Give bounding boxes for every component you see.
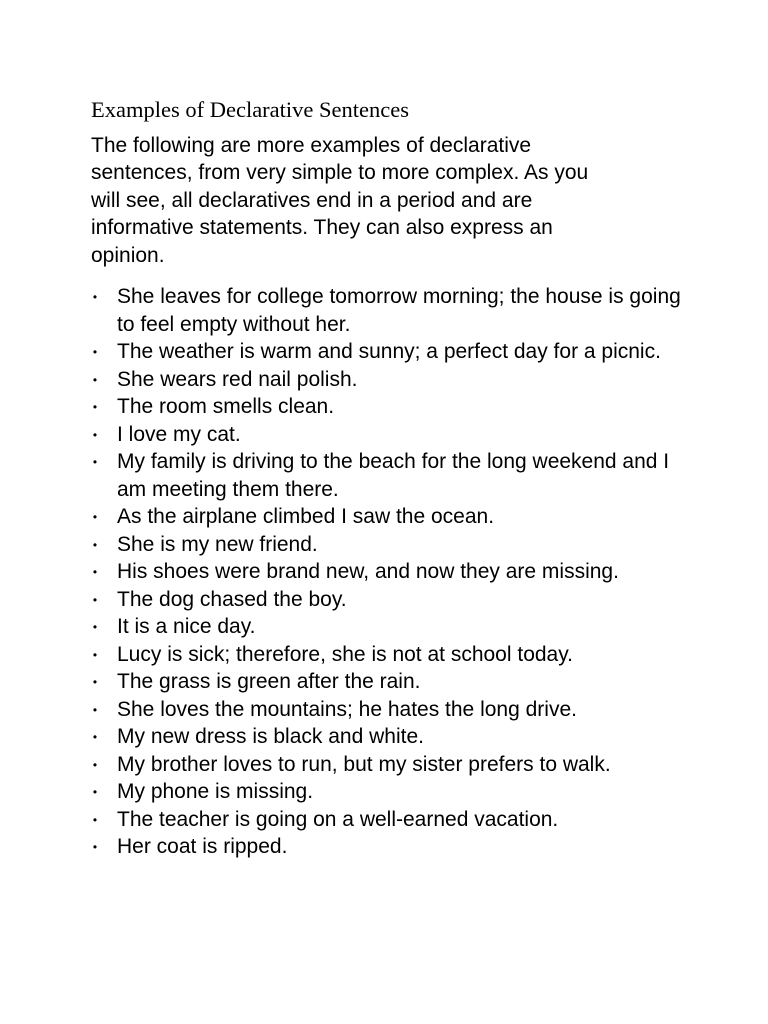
list-item (91, 778, 687, 806)
bullet-icon: • (92, 427, 98, 442)
bullet-icon: • (92, 620, 98, 635)
list-item-text: My phone is missing. (117, 780, 314, 804)
bullet-icon: • (92, 345, 98, 360)
list-item (91, 393, 687, 421)
list-item (91, 338, 687, 366)
bullet-icon: • (92, 290, 98, 305)
list-item-text: Her coat is ripped. (117, 835, 288, 859)
example-sentence-list (91, 283, 691, 861)
list-item-text: As the airplane climbed I saw the ocean. (117, 505, 495, 529)
bullet-icon: • (92, 537, 98, 552)
list-item-text: She wears red nail polish. (117, 367, 358, 391)
list-item-text: She is my new friend. (117, 532, 318, 556)
list-item-text: I love my cat. (117, 422, 241, 446)
bullet-icon: • (92, 785, 98, 800)
list-item-text: His shoes were brand new, and now they are missing. (117, 560, 619, 584)
bullet-icon: • (92, 840, 98, 855)
list-item (91, 448, 687, 503)
list-item (91, 723, 687, 751)
list-item-text: My brother loves to run, but my sister prefers to walk. (117, 752, 611, 776)
list-item-text: The room smells clean. (117, 395, 335, 419)
document-heading: Examples of Declarative Sentences (91, 97, 409, 122)
bullet-icon: • (92, 592, 98, 607)
list-item-text: The grass is green after the rain. (117, 670, 421, 694)
list-item (91, 833, 687, 861)
bullet-icon: • (92, 510, 98, 525)
list-item (91, 641, 687, 669)
bullet-icon: • (92, 730, 98, 745)
list-item (91, 366, 687, 394)
list-item (91, 668, 687, 696)
list-item-text: She loves the mountains; he hates the long drive. (117, 697, 577, 721)
list-item-text: My new dress is black and white. (117, 725, 424, 749)
bullet-icon: • (92, 812, 98, 827)
list-item-text: Lucy is sick; therefore, she is not at school today. (117, 642, 574, 666)
list-item-text: The weather is warm and sunny; a perfect day for a picnic. (117, 340, 661, 364)
bullet-icon: • (92, 647, 98, 662)
list-item (91, 696, 687, 724)
list-item (91, 421, 687, 449)
bullet-icon: • (92, 675, 98, 690)
bullet-icon: • (92, 702, 98, 717)
bullet-icon: • (92, 757, 98, 772)
bullet-icon: • (92, 372, 98, 387)
list-item (91, 613, 687, 641)
bullet-icon: • (92, 565, 98, 580)
bullet-icon: • (92, 400, 98, 415)
list-item (91, 503, 687, 531)
list-item-text: The dog chased the boy. (117, 587, 347, 611)
list-item-text: My family is driving to the beach for the long weekend and I am meeting them there. (117, 450, 670, 501)
list-item (91, 586, 687, 614)
list-item (91, 283, 687, 338)
list-item (91, 531, 687, 559)
list-item-text: It is a nice day. (117, 615, 256, 639)
list-item (91, 806, 687, 834)
document-page (91, 92, 691, 861)
list-item-text: The teacher is going on a well-earned vacation. (117, 807, 559, 831)
list-item (91, 558, 687, 586)
list-item-text: She leaves for college tomorrow morning; the house is going to feel empty without her. (117, 285, 681, 336)
list-item (91, 751, 687, 779)
bullet-icon: • (92, 455, 98, 470)
intro-paragraph: The following are more examples of declarative sentences, from very simple to more complex. As you will see, all declaratives end in a period and are informative statements. They can also express an opinion. (91, 134, 589, 267)
